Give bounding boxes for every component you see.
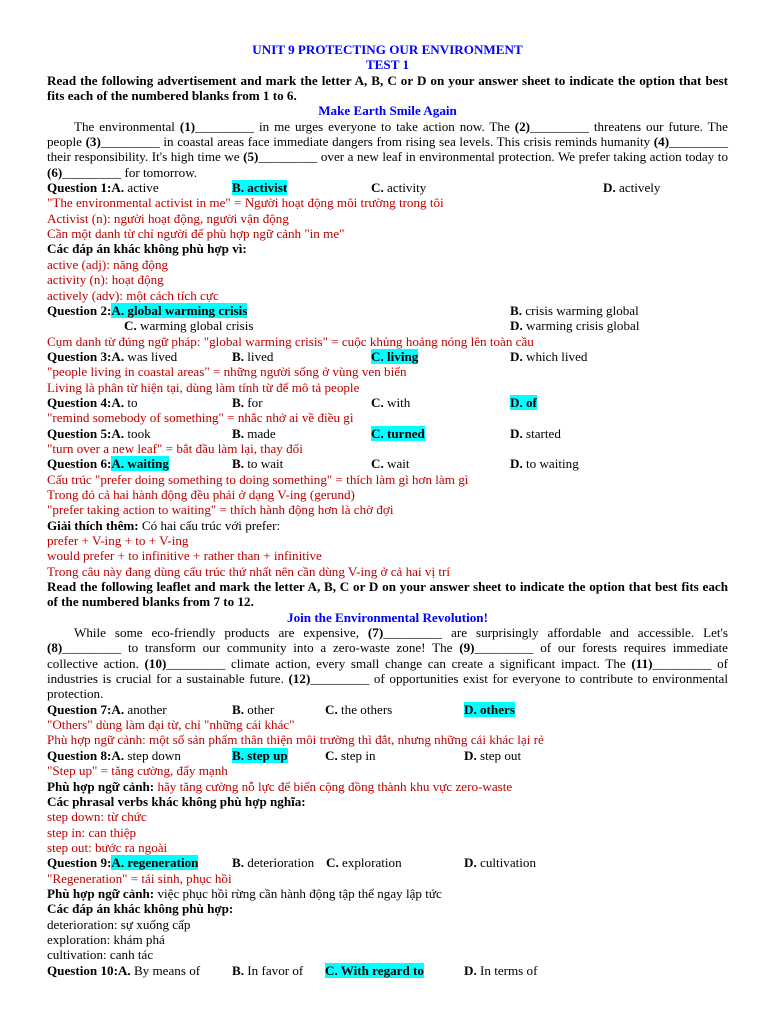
passage-text: _________ of opportunities exist for everyone to contribute to environmental protection.: [47, 671, 729, 702]
option-a[interactable]: A. to: [111, 394, 138, 410]
explanation-line: "Others" dùng làm đại từ, chỉ "những cái khác": [47, 717, 295, 733]
explanation-line: Activist (n): người hoạt động, người vận động: [47, 210, 289, 226]
option-d-correct[interactable]: D. others: [464, 701, 515, 717]
option-a[interactable]: A. By means of: [117, 962, 201, 978]
part1-instruction: Read the following advertisement and mark the letter A, B, C or D on your answer sheet to indicate the option that best fits each of the numbered blanks from 1 to 6.: [47, 72, 728, 104]
other-option-note: deterioration: sự xuống cấp: [47, 916, 191, 932]
blank-number: (6): [47, 164, 63, 180]
explanation-line: Cụm danh từ đúng ngữ pháp: "global warming crisis" = cuộc khủng hoảng nóng lên toàn cầu: [47, 333, 534, 349]
option-b[interactable]: B. deterioration: [232, 855, 315, 871]
option-b[interactable]: B. crisis warming global: [510, 302, 639, 318]
blank-number: (3): [85, 134, 101, 150]
blank-number: (9): [459, 640, 475, 656]
extra-explanation: Giải thích thêm: Có hai cấu trúc với prefer:: [47, 517, 281, 533]
option-d[interactable]: D. started: [510, 425, 561, 441]
blank-number: (8): [47, 640, 63, 656]
option-d[interactable]: D. which lived: [510, 348, 588, 364]
question-label: Question 10:: [47, 962, 118, 978]
other-option-note: step out: bước ra ngoài: [47, 839, 168, 855]
context-line: Phù hợp ngữ cảnh: việc phục hồi rừng cần hành động tập thể ngay lập tức: [47, 885, 442, 901]
question-2-row2: [47, 318, 728, 333]
explanation-line: Living là phân từ hiện tại, dùng làm tính từ để mô tả people: [47, 379, 360, 395]
explanation-line: "Step up" = tăng cường, đẩy mạnh: [47, 763, 228, 779]
explanation-line: Phù hợp ngữ cảnh: một số sản phẩm thân thiện môi trường thì đắt, nhưng những cái khác lại rẻ: [47, 732, 544, 748]
explanation-line: Trong đó cả hai hành động đều phải ở dạng V-ing (gerund): [47, 486, 355, 502]
option-b[interactable]: B. lived: [232, 348, 274, 364]
option-d[interactable]: D. warming crisis global: [510, 318, 640, 334]
other-option-note: activity (n): hoạt động: [47, 272, 164, 288]
question-2: [47, 303, 728, 318]
option-d[interactable]: D. actively: [603, 180, 661, 196]
question-label: Question 7:: [47, 701, 112, 717]
passage-text: _________ climate action, every small change can create a significant impact. The: [166, 655, 632, 671]
passage-text: _________ their responsibility. It's high time we: [47, 134, 728, 165]
other-options-heading: Các phrasal verbs khác không phù hợp nghĩa:: [47, 793, 306, 809]
passage-text: _________ threatens our future. The people: [47, 118, 728, 150]
blank-number: (7): [367, 625, 384, 641]
option-c[interactable]: C. activity: [371, 180, 427, 196]
other-option-note: step in: can thiệp: [47, 824, 137, 840]
option-c[interactable]: C. the others: [325, 701, 393, 717]
explanation-line: Cấu trúc "prefer doing something to doing something" = thích làm gì hơn làm gì: [47, 471, 469, 487]
question-label: Question 1:: [47, 180, 112, 196]
option-d[interactable]: D. step out: [464, 747, 522, 763]
explanation-line: Cần một danh từ chỉ người để phù hợp ngữ cảnh "in me": [47, 226, 345, 242]
structure-line: Trong câu này đang dùng cấu trúc thứ nhất nên cần dùng V-ing ở cả hai vị trí: [47, 563, 450, 579]
passage-text: _________ in coastal areas face immediate dangers from rising sea levels. This crisis reminds humanity: [100, 134, 654, 150]
blank-number: (4): [653, 134, 670, 150]
option-b[interactable]: B. made: [232, 425, 276, 441]
passage-text: _________ of industries is crucial for a sustainable future.: [47, 655, 729, 687]
option-a[interactable]: A. was lived: [111, 348, 178, 364]
question-label: Question 2:: [47, 302, 112, 318]
question-9: [47, 855, 728, 870]
option-c[interactable]: C. step in: [325, 747, 376, 763]
question-label: Question 9:: [47, 855, 112, 871]
passage-text: The environmental: [74, 118, 180, 134]
option-b-correct[interactable]: B. step up: [232, 747, 288, 763]
explanation-line: "The environmental activist in me" = Người hoạt động môi trường trong tôi: [47, 195, 444, 211]
question-1: [47, 180, 728, 195]
option-d[interactable]: D. In terms of: [464, 962, 538, 978]
option-c[interactable]: C. wait: [371, 456, 410, 472]
question-label: Question 4:: [47, 394, 112, 410]
other-option-note: step down: từ chức: [47, 809, 147, 825]
option-d[interactable]: D. cultivation: [464, 855, 537, 871]
unit-title: UNIT 9 PROTECTING OUR ENVIRONMENT: [252, 42, 523, 57]
question-7: [47, 702, 728, 717]
option-b[interactable]: B. In favor of: [232, 962, 304, 978]
option-a[interactable]: A. active: [111, 180, 159, 196]
context-line: Phù hợp ngữ cảnh: hãy tăng cường nỗ lực để biến cộng đồng thành khu vực zero-waste: [47, 778, 513, 794]
option-c[interactable]: C. exploration: [326, 855, 402, 871]
passage-text: _________ to transform our community into a zero-waste zone! The: [62, 640, 460, 656]
option-c[interactable]: C. with: [371, 394, 411, 410]
blank-number: (5): [243, 149, 259, 165]
blank-number: (12): [288, 671, 311, 687]
test-title: TEST 1: [365, 57, 410, 73]
option-d-correct[interactable]: D. of: [510, 394, 537, 410]
question-5: [47, 426, 728, 441]
other-option-note: cultivation: canh tác: [47, 947, 154, 963]
option-a[interactable]: A. step down: [111, 747, 181, 763]
question-label: Question 3:: [47, 348, 112, 364]
question-label: Question 6:: [47, 456, 112, 472]
question-6: [47, 456, 728, 471]
question-label: Question 8:: [47, 747, 112, 763]
option-c-correct[interactable]: C. living: [371, 348, 419, 364]
option-c[interactable]: C. warming global crisis: [124, 318, 254, 334]
passage-text: _________ of our forests requires immediate collective action.: [47, 640, 728, 671]
option-b[interactable]: B. for: [232, 394, 263, 410]
other-options-heading: Các đáp án khác không phù hợp vì:: [47, 241, 247, 257]
question-10: [47, 963, 728, 978]
blank-number: (2): [514, 118, 530, 134]
other-options-heading: Các đáp án khác không phù hợp:: [47, 901, 234, 917]
explanation-line: "prefer taking action to waiting" = thích hành động hơn là chờ đợi: [47, 502, 394, 518]
part1-passage: [47, 119, 728, 180]
option-b[interactable]: B. to wait: [232, 456, 284, 472]
explanation-line: "Regeneration" = tái sinh, phục hồi: [47, 870, 232, 886]
option-a-correct[interactable]: A. waiting: [111, 456, 169, 472]
other-option-note: active (adj): năng động: [47, 256, 169, 272]
question-3: [47, 349, 728, 364]
explanation-line: "remind somebody of something" = nhắc nhở ai về điều gì: [47, 410, 354, 426]
passage-text: _________ in me urges everyone to take action now. The: [195, 118, 515, 134]
option-c-correct[interactable]: C. turned: [371, 425, 425, 441]
explanation-line: "people living in coastal areas" = những người sống ở vùng ven biển: [47, 364, 407, 380]
other-option-note: actively (adv): một cách tích cực: [47, 287, 219, 303]
part1-passage-title: Make Earth Smile Again: [318, 103, 457, 119]
structure-line: prefer + V-ing + to + V-ing: [47, 533, 189, 548]
blank-number: (11): [631, 655, 653, 671]
other-option-note: exploration: khám phá: [47, 931, 165, 947]
option-b-correct[interactable]: B. activist: [232, 180, 288, 196]
passage-text: While some eco-friendly products are expensive,: [74, 625, 368, 641]
part2-passage: [47, 625, 728, 702]
passage-text: _________ are surprisingly affordable and accessible. Let's: [383, 625, 728, 641]
structure-line: would prefer + to infinitive + rather than + infinitive: [47, 548, 322, 564]
part2-instruction: Read the following leaflet and mark the letter A, B, C or D on your answer sheet to indicate the option that best fits each of the numbered blanks from 7 to 12.: [47, 579, 728, 610]
blank-number: (10): [144, 655, 167, 671]
option-b[interactable]: B. other: [232, 701, 275, 717]
part2-passage-title: Join the Environmental Revolution!: [287, 609, 488, 625]
explanation-line: "turn over a new leaf" = bắt đầu làm lại, thay đổi: [47, 440, 303, 456]
passage-text: _________ for tomorrow.: [62, 164, 198, 180]
passage-text: _________ over a new leaf in environmental protection. We prefer taking action today to: [258, 149, 728, 165]
option-c-correct[interactable]: C. With regard to: [325, 962, 424, 978]
question-label: Question 5:: [47, 425, 112, 441]
question-8: [47, 748, 728, 763]
question-4: [47, 395, 728, 410]
blank-number: (1): [179, 118, 196, 134]
option-a-correct[interactable]: A. regeneration: [111, 855, 199, 871]
option-a[interactable]: A. another: [111, 701, 167, 717]
option-a-correct[interactable]: A. global warming crisis: [111, 302, 248, 318]
option-d[interactable]: D. to waiting: [510, 456, 579, 472]
option-a[interactable]: A. took: [111, 425, 151, 441]
